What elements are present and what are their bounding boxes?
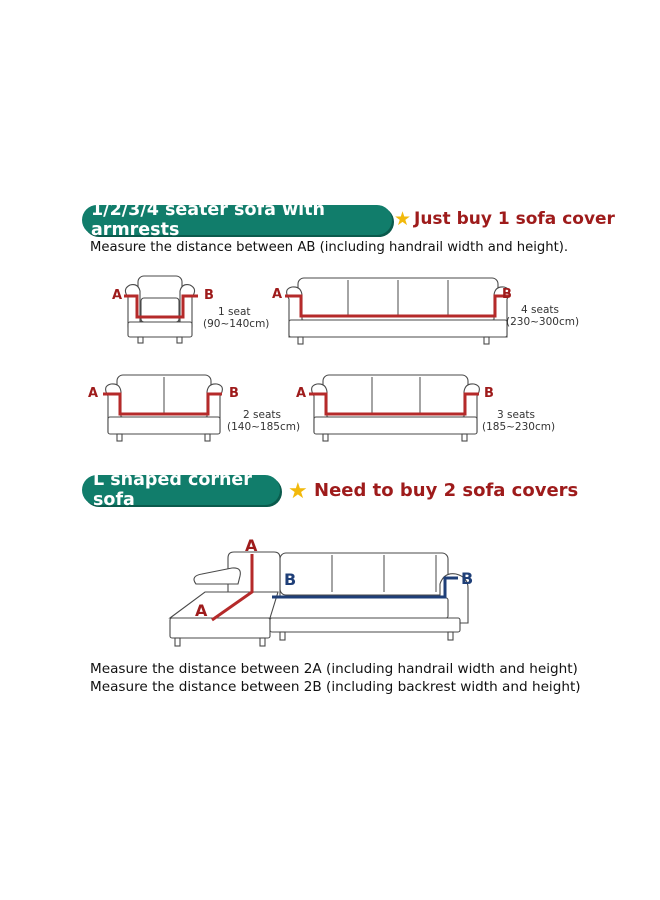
sofa-4-range: (230~300cm) — [506, 316, 580, 328]
sofa-1-point-a: A — [112, 288, 123, 303]
sofa-1-range: (90~140cm) — [203, 318, 270, 330]
l-sofa-point-b-right: B — [461, 569, 474, 588]
sofa-3-point-b: B — [484, 386, 494, 401]
sofa-3-point-a: A — [296, 386, 307, 401]
section1-title: 1/2/3/4 seater sofa with armrests — [91, 200, 325, 240]
section2-title: L shaped corner sofa — [93, 470, 252, 510]
star-icon: ★ — [394, 208, 412, 230]
sofa-3-seats: 3 seats — [497, 409, 535, 421]
sofa-3-seat-illustration — [309, 375, 479, 441]
sofa-2-range: (140~185cm) — [227, 421, 301, 433]
sofa-3-range: (185~230cm) — [482, 421, 556, 433]
sofa-4-point-b: B — [502, 287, 512, 302]
sofa-1-point-b: B — [204, 288, 214, 303]
sofa-4-seats: 4 seats — [521, 304, 559, 316]
sofa-4-point-a: A — [272, 287, 283, 302]
star-icon: ★ — [288, 479, 308, 504]
section2-instruction-a: Measure the distance between 2A (including handrail width and height) — [90, 661, 578, 677]
sofa-4-seat-illustration — [285, 278, 510, 344]
sofa-1-seats: 1 seat — [218, 306, 251, 318]
sofa-2-seat-illustration — [103, 375, 222, 441]
l-sofa-point-b-left: B — [284, 570, 297, 589]
section1-note: Just buy 1 sofa cover — [414, 209, 615, 229]
l-sofa-point-a-side: A — [195, 601, 208, 620]
sofa-2-point-b: B — [229, 386, 239, 401]
section2-note: Need to buy 2 sofa covers — [314, 480, 579, 501]
section2-title-pill — [82, 470, 280, 510]
section1-instruction: Measure the distance between AB (including handrail width and height). — [90, 240, 569, 255]
section2-instruction-b: Measure the distance between 2B (including backrest width and height) — [90, 679, 581, 695]
l-sofa-illustration — [170, 552, 468, 646]
sofa-2-seats: 2 seats — [243, 409, 281, 421]
sofa-1-seat-illustration — [124, 276, 198, 343]
sofa-2-point-a: A — [88, 386, 99, 401]
l-sofa-point-a-top: A — [245, 536, 258, 555]
